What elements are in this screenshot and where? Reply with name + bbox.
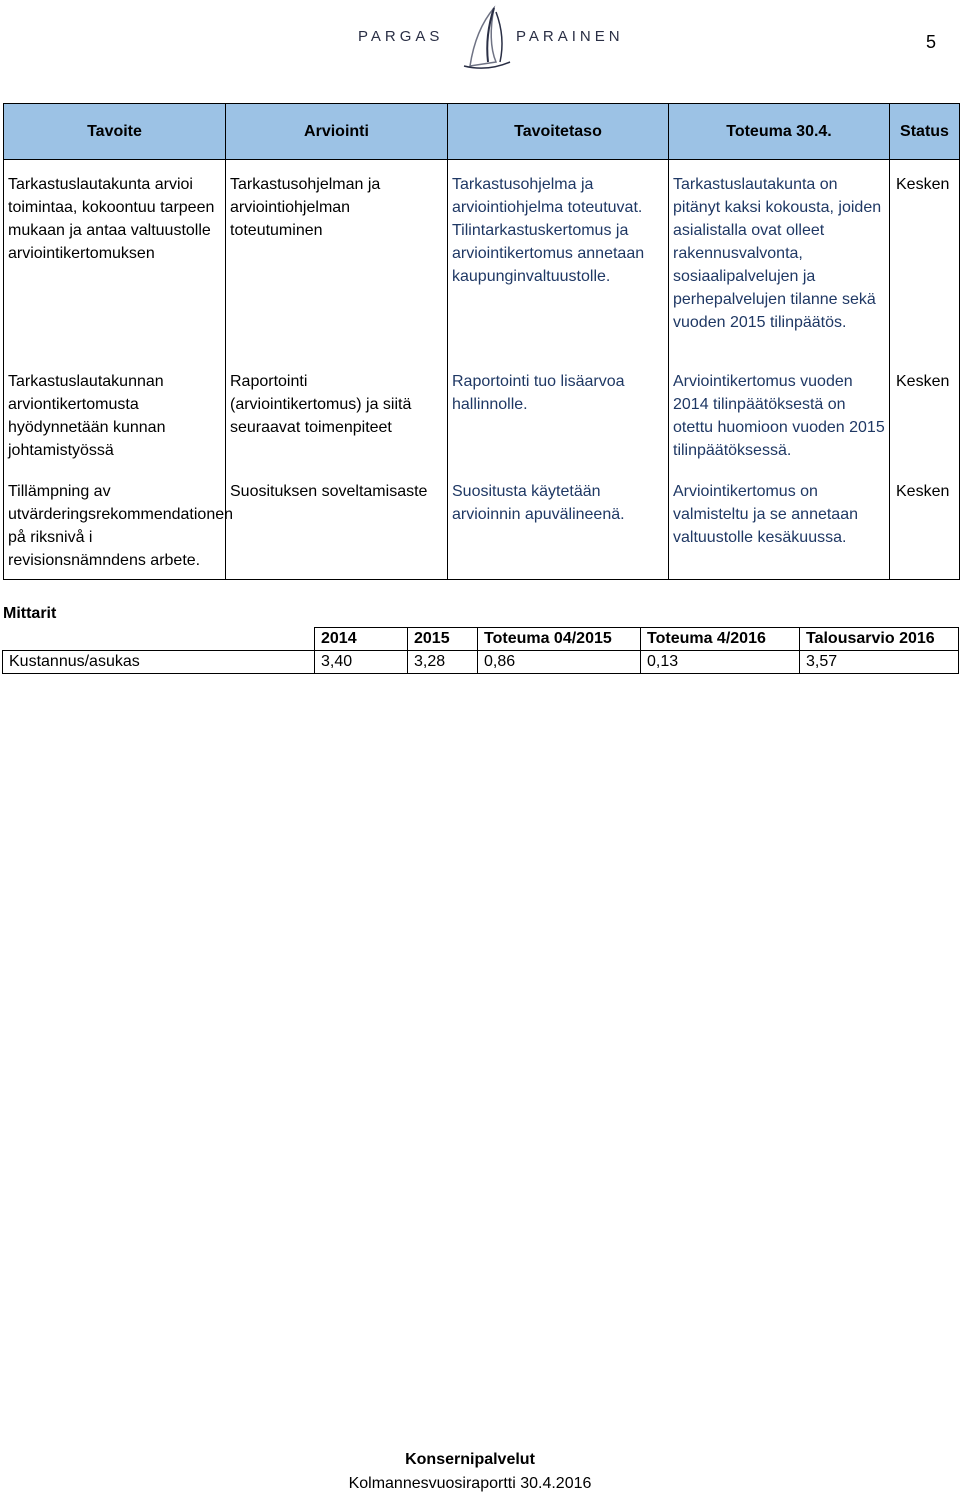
sail-logo-icon	[456, 4, 516, 72]
mittarit-title: Mittarit	[3, 605, 57, 622]
header-arviointi: Arviointi	[226, 104, 448, 160]
cell-toteuma: Arviointikertomus vuoden 2014 tilinpäätöksestä on otettu huomioon vuoden 2015 tilinpäätöksessä.	[669, 358, 890, 470]
cell-toteuma: Arviointikertomus on valmisteltu ja se annetaan valtuustolle kesäkuussa.	[669, 470, 890, 580]
metrics-header-row	[3, 628, 959, 651]
metrics-header-blank	[3, 628, 315, 651]
cell-status: Kesken	[890, 160, 960, 359]
metrics-value: 3,40	[315, 651, 408, 674]
logo-text-right: PARAINEN	[516, 28, 624, 45]
metrics-header-2015: 2015	[408, 628, 478, 651]
metrics-value: 0,86	[478, 651, 641, 674]
header-tavoitetaso: Tavoitetaso	[448, 104, 669, 160]
cell-status: Kesken	[890, 358, 960, 470]
cell-arviointi: Raportointi (arviointikertomus) ja siitä seuraavat toimenpiteet	[226, 358, 448, 470]
cell-status: Kesken	[890, 470, 960, 580]
metrics-table	[2, 627, 959, 674]
cell-tavoite: Tillämpning av utvärderingsrekommendationen på riksnivå i revisionsnämndens arbete.	[4, 470, 226, 580]
metrics-header-2014: 2014	[315, 628, 408, 651]
table-row	[4, 470, 960, 580]
footer-department: Konsernipalvelut	[405, 1451, 535, 1468]
footer-report-title: Kolmannesvuosiraportti 30.4.2016	[348, 1475, 592, 1492]
table-row	[4, 358, 960, 470]
metrics-row	[3, 651, 959, 674]
metrics-value: 0,13	[641, 651, 800, 674]
metrics-header-toteuma-2016: Toteuma 4/2016	[641, 628, 800, 651]
logo-text-left: PARGAS	[358, 28, 444, 45]
metrics-value: 3,57	[800, 651, 959, 674]
cell-toteuma: Tarkastuslautakunta on pitänyt kaksi kokousta, joiden asialistalla ovat olleet rakennusvalvonta, sosiaalipalvelujen ja perhepalvelujen tilanne sekä vuoden 2015 tilinpäätös.	[669, 160, 890, 359]
page-footer	[0, 1448, 940, 1496]
cell-tavoite: Tarkastuslautakunnan arviontikertomusta hyödynnetään kunnan johtamistyössä	[4, 358, 226, 470]
cell-arviointi: Suosituksen soveltamisaste	[226, 470, 448, 580]
cell-tavoitetaso: Tarkastusohjelma ja arviointiohjelma toteutuvat. Tilintarkastuskertomus ja arviointikertomus annetaan kaupunginvaltuustolle.	[448, 160, 669, 359]
metrics-header-talousarvio-2016: Talousarvio 2016	[800, 628, 959, 651]
header-toteuma: Toteuma 30.4.	[669, 104, 890, 160]
goals-table	[3, 103, 960, 580]
header-status: Status	[890, 104, 960, 160]
cell-tavoitetaso: Raportointi tuo lisäarvoa hallinnolle.	[448, 358, 669, 470]
cell-arviointi: Tarkastusohjelman ja arviointiohjelman toteutuminen	[226, 160, 448, 359]
metrics-value: 3,28	[408, 651, 478, 674]
table-row	[4, 160, 960, 359]
header-tavoite: Tavoite	[4, 104, 226, 160]
goals-table-header	[4, 104, 960, 160]
pargas-parainen-logo	[350, 4, 630, 74]
metrics-label: Kustannus/asukas	[3, 651, 315, 674]
cell-tavoite: Tarkastuslautakunta arvioi toimintaa, kokoontuu tarpeen mukaan ja antaa valtuustolle arviointikertomuksen	[4, 160, 226, 359]
page-number: 5	[926, 32, 937, 52]
cell-tavoitetaso: Suositusta käytetään arvioinnin apuvälineenä.	[448, 470, 669, 580]
metrics-header-toteuma-2015: Toteuma 04/2015	[478, 628, 641, 651]
